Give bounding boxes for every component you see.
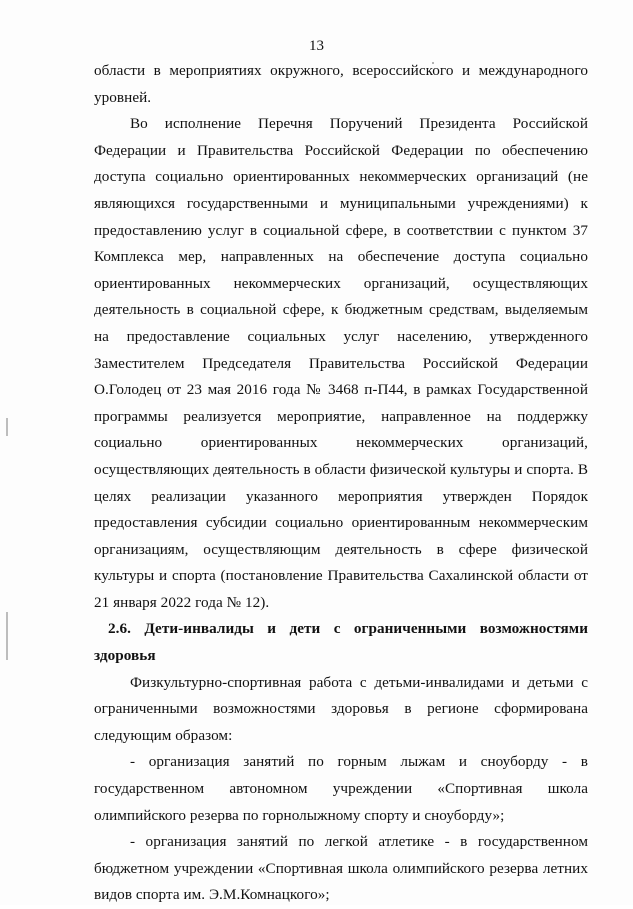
list-item: - организация занятий по легкой атлетике - в государственном бюджетном учреждении «Спортивная школа олимпийского резерва летних видов спорта им. Э.М.Комнацкого»; xyxy=(94,833,588,904)
section-heading: 2.6. Дети-инвалиды и дети с ограниченными возможностями здоровья xyxy=(94,620,588,665)
paragraph-main: Во исполнение Перечня Поручений Президента Российской Федерации и Правительства Российской Федерации по обеспечению доступа социально ориентированных некоммерческих организаций (не являющихся государственными и муниципальными учреждениями) к предоставлению услуг в социальной сфере, в соответствии с пунктом 37 Комплекса мер, направленных на обеспечение доступа социально ориентированных некоммерческих организаций, осуществляющих деятельность в социальной сфере, к бюджетным средствам, выделяемым на предоставление социальных услуг населению, утвержденного Заместителем Председателя Правительства Российской Федерации О.Голодец от 23 мая 2016 года № 3468 п-П44, в рамках Государственной программы реализуется мероприятие, направленное на поддержку социально ориентированных некоммерческих организаций, осуществляющих деятельность в области физической культуры и спорта. В целях реализации указанного мероприятия утвержден Порядок предоставления субсидии социально ориентированным некоммерческим организациям, осуществляющим деятельность в сфере физической культуры и спорта (постановление Правительства Сахалинской области от 21 января 2022 года № 12). xyxy=(94,115,588,611)
scan-artifact xyxy=(6,418,8,436)
section-intro: Физкультурно-спортивная работа с детьми-инвалидами и детьми с ограниченными возможностями здоровья в регионе сформирована следующим образом: xyxy=(94,673,588,744)
document-body xyxy=(94,58,588,909)
page-number: 13 xyxy=(309,38,324,54)
list-item: - организация занятий по горным лыжам и сноуборду - в государственном автономном учреждении «Спортивная школа олимпийского резерва по горнолыжному спорту и сноуборду»; xyxy=(94,753,588,824)
paragraph-continuation: области в мероприятиях окружного, всероссийского и международного уровней. xyxy=(94,62,588,106)
scan-artifact xyxy=(6,612,8,660)
